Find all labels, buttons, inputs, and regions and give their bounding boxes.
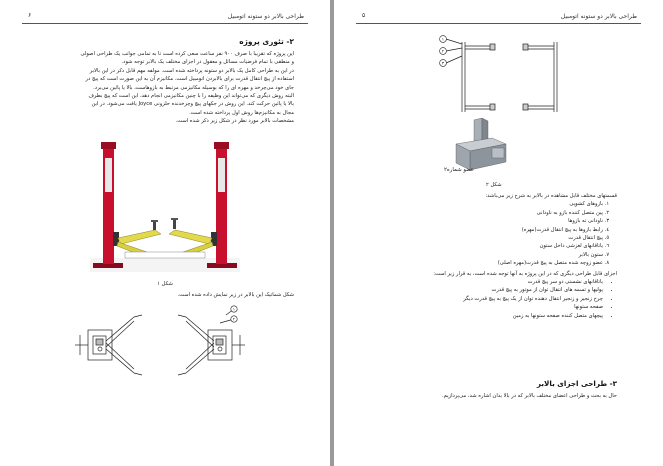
right-page-number: ۵ xyxy=(362,12,366,19)
parts-list-item: 8. عضو زوچه شده متصل به پیچ قدرت(مهره اصلی) xyxy=(367,259,603,267)
frame-callout-3: ۳ xyxy=(441,60,445,66)
right-header-title: طراحی بالابر دو ستونه اتومبیل xyxy=(560,13,637,20)
parts-list-item: 7. ستون بالابر xyxy=(367,251,603,259)
lift-pad xyxy=(173,220,176,229)
other-parts-item: • پولیها و تسمه های انتقال توان از موتور به پیچ قدرت xyxy=(367,286,603,294)
left-page-header xyxy=(22,11,308,24)
left-page-number: ۶ xyxy=(28,12,32,19)
parts-list-item: 3. ناودانی ته بازوها xyxy=(367,217,603,225)
lift-frame-figure xyxy=(434,32,574,120)
paragraph-line: جای خود می‌چرخد و مهره ای را که بوسیله مکانیزمی مرتبط به بازوهاست، بالا یا پائین می‌برد. xyxy=(93,84,294,91)
paragraph-line: بالا یا پائین حرکت کند. این روش در جکهای پیچ وچرخدنده حلزونی Joyce یافت می‌شود. در این xyxy=(91,101,294,108)
left-page xyxy=(0,0,330,466)
left-arm-lower xyxy=(106,349,134,373)
parts-list-item: 6. یاتاقانهای لغزشی داخل ستون xyxy=(367,242,603,250)
left-column-cap xyxy=(101,142,116,149)
paragraph-line: این پروژه که تقریبا با صرف ۹۰۰ نفر ساعت سعی کرده است تا به تمامی جوانب یک طراحی اصولی xyxy=(80,51,294,57)
paragraph-line: مشخصات بالابر مورد نظر در شکل زیر ذکر شده است. xyxy=(175,118,294,125)
right-page xyxy=(334,0,663,466)
other-parts-item: • صفحه ستونها xyxy=(367,303,603,311)
lift-schematic-figure xyxy=(70,305,250,385)
left-header-title: طراحی بالابر دو ستونه اتومبیل xyxy=(227,13,304,20)
other-parts-item: • چرخ زنجیر و زنجیر انتقال دهنده توان از یک پیچ به پیچ قدرت دیگر xyxy=(367,295,603,303)
other-parts-item: • پیچهای متصل کننده صفحه ستونها به زمین xyxy=(367,312,603,320)
other-parts-intro: اجزای قابل طراحی دیگری که در این پروژه به آنها توجه شده است، به قرار زیر است: xyxy=(433,270,617,277)
lift-photo-figure xyxy=(85,128,245,278)
frame-callout-2: ۲ xyxy=(441,48,445,54)
figure1-caption: شکل ۱ xyxy=(157,281,173,287)
parts-section xyxy=(367,192,617,320)
lift-pad-top xyxy=(171,218,178,220)
left-column-label xyxy=(105,158,112,192)
left-front-arm xyxy=(118,230,161,244)
right-page-header xyxy=(356,11,641,24)
right-arm-upper xyxy=(186,317,214,341)
frame-callout-1: ۱ xyxy=(441,36,445,42)
parts-list-item: 2. پین متصل کننده بازو به ناودانی xyxy=(367,209,603,217)
left-section-heading: ۲- تئوری پروژه xyxy=(239,37,294,46)
lift-pad-top xyxy=(151,220,158,222)
paragraph-line: و منطقی با تمام فرضیات مسائل و معقول در اجزای مختلف یک بالابر توجه شود. xyxy=(121,59,294,66)
parts-intro: قسمتهای مختلف قابل مشاهده در بالابر به شرح زیر می‌باشد: xyxy=(485,193,617,199)
other-parts-item: • یاتاقانهای نشستی دو سر پیچ قدرت xyxy=(367,278,603,286)
parts-list-item: 1. بازوهای کشویی xyxy=(367,200,603,208)
parts-list-item: 5. پیچ انتقال قدرت xyxy=(367,234,603,242)
callout-2: ۲ xyxy=(232,316,236,322)
right-column-label xyxy=(218,158,225,192)
parts-list-item: 4. رابط بازوها به پیچ انتقال قدرت(مهره) xyxy=(367,226,603,234)
paragraph-line: البته روش دیگری که می‌تواند این وظیفه را با چنین مکانیزمی انجام دهد، این است که پیچ بطرف xyxy=(88,93,294,100)
paragraph-line: در این به طراحی کامل یک بالابر دو ستونه پرداخته شده است. مولفه مهم قابل ذکر در این بالابر xyxy=(89,67,294,74)
member-label: عضو شماره۲ xyxy=(444,167,474,173)
paragraph-line: استفاده از پیچ انتقال قدرت برای بالابردن اتومبیل است. مکانیزم آن به این صورت است که پیچ در xyxy=(85,76,294,83)
floor-cover-plate xyxy=(125,252,205,258)
figure2-intro: شکل شماتیک این بالابر در زیر نمایش داده شده است. xyxy=(177,292,294,298)
closing-line: حال به بحث و طراحی اعضای مختلف بالابر که در بالا بدان اشاره شد، می‌پردازیم. xyxy=(442,393,617,399)
right-section-heading: ۳- طراحی اجزای بالابر xyxy=(536,379,617,388)
right-arm-lower xyxy=(186,349,214,373)
lift-pad xyxy=(153,222,156,230)
left-arm-upper xyxy=(106,317,134,341)
left-paragraph xyxy=(24,50,294,126)
callout-1: ۱ xyxy=(232,306,236,312)
right-column-cap xyxy=(214,142,229,149)
figure2-caption: شکل ۲ xyxy=(486,182,502,188)
paragraph-line: مجال به مکانیزم‌ها روش اول پرداخته شده است. xyxy=(189,109,294,116)
right-front-arm xyxy=(169,230,212,244)
